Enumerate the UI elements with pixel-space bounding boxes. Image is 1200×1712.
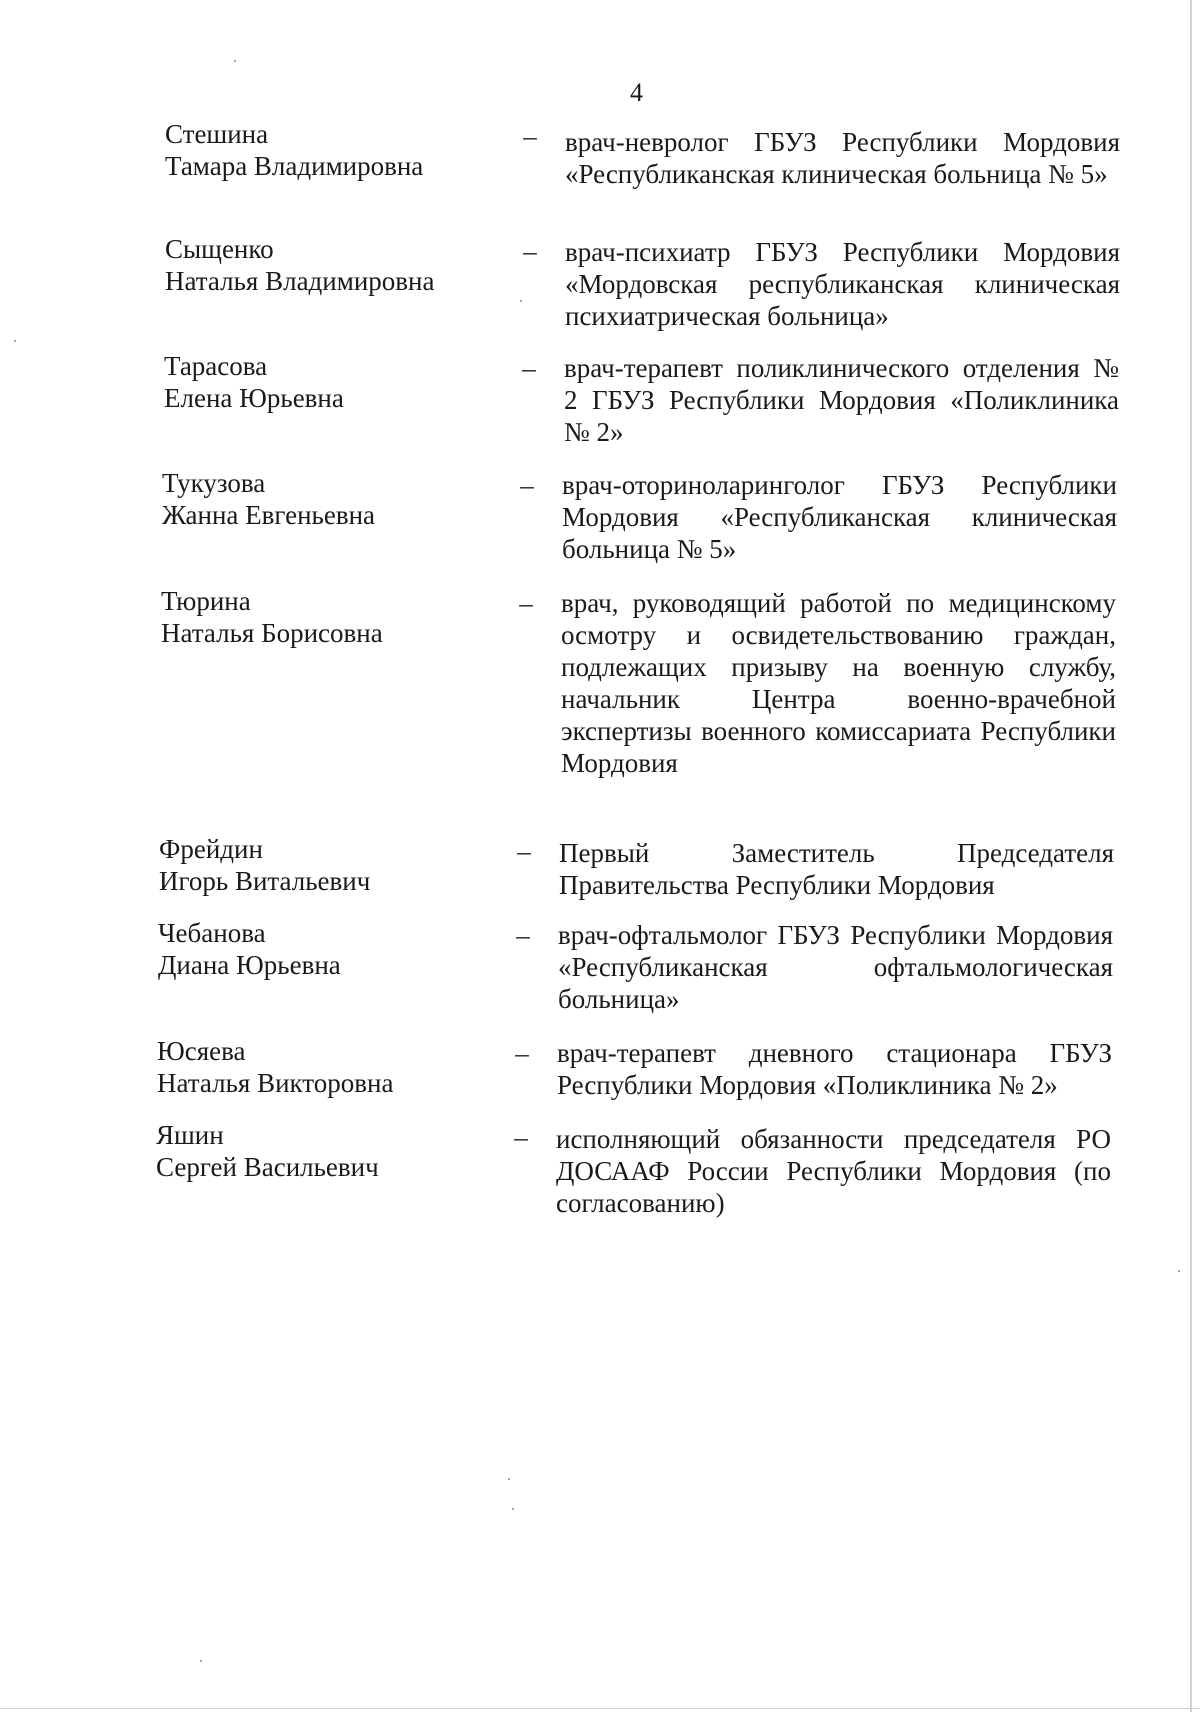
- list-item: [165, 118, 1200, 223]
- list-item: [159, 833, 1200, 917]
- member-given-names: Диана Юрьевна: [158, 950, 341, 980]
- member-given-names: Наталья Владимировна: [165, 266, 435, 296]
- separator-dash: –: [522, 353, 536, 383]
- list-item: [161, 585, 1200, 833]
- member-name: [164, 350, 494, 414]
- member-surname: Сыщенко: [165, 234, 274, 264]
- member-position: врач-оториноларинголог ГБУЗ Республики Мордовия «Республиканская клиническая больница № 5»: [562, 470, 1117, 564]
- member-name: [162, 467, 492, 531]
- member-given-names: Игорь Витальевич: [159, 866, 371, 896]
- member-position: Первый Заместитель Председателя Правительства Республики Мордовия: [559, 838, 1114, 900]
- scan-speck: [1178, 1270, 1180, 1272]
- member-surname: Тюрина: [161, 586, 251, 616]
- member-given-names: Наталья Викторовна: [157, 1068, 394, 1098]
- separator-dash: –: [514, 1122, 528, 1152]
- separator-dash: –: [515, 1038, 529, 1068]
- scan-speck: [234, 60, 236, 62]
- separator-dash: –: [516, 920, 530, 950]
- list-item: [156, 1119, 1200, 1229]
- scan-speck: [14, 340, 16, 342]
- separator-dash: –: [519, 588, 533, 618]
- member-given-names: Наталья Борисовна: [161, 618, 383, 648]
- member-surname: Тарасова: [164, 351, 268, 381]
- separator-dash: –: [520, 470, 534, 500]
- scan-speck: [512, 1508, 514, 1510]
- member-name: [165, 233, 495, 297]
- member-given-names: Тамара Владимировна: [165, 151, 424, 181]
- member-name: [157, 1035, 487, 1099]
- scan-speck: [520, 300, 522, 302]
- member-surname: Стешина: [165, 119, 269, 149]
- member-position: врач-терапевт поликлинического отделения № 2 ГБУЗ Республики Мордовия «Поликлиника № 2»: [564, 353, 1119, 447]
- separator-dash: –: [517, 836, 531, 866]
- member-surname: Яшин: [156, 1120, 224, 1150]
- member-surname: Тукузова: [162, 468, 266, 498]
- page-number: 4: [630, 78, 643, 107]
- list-item: [165, 233, 1200, 350]
- scan-edge-line: [0, 1708, 1200, 1709]
- member-name: [161, 585, 491, 649]
- separator-dash: –: [523, 236, 537, 266]
- member-surname: Юсяева: [157, 1036, 246, 1066]
- member-position: врач-психиатр ГБУЗ Республики Мордовия «Мордовская республиканская клиническая психиатрическая больница»: [565, 237, 1120, 331]
- member-name: [158, 917, 488, 981]
- member-surname: Фрейдин: [159, 834, 263, 864]
- list-item: [158, 917, 1200, 1035]
- list-item: [157, 1035, 1200, 1119]
- member-list: [0, 118, 1200, 1229]
- member-position: врач, руководящий работой по медицинскому осмотру и освидетельствованию граждан, подлежащих призыву на военную службу, начальник Центра военно-врачебной экспертизы военного комиссариата Республики Мордовия: [561, 588, 1116, 778]
- member-position: врач-офтальмолог ГБУЗ Республики Мордовия «Республиканская офтальмологическая больница»: [558, 920, 1113, 1014]
- member-given-names: Жанна Евгеньевна: [162, 500, 376, 530]
- scan-speck: [200, 1660, 202, 1662]
- member-given-names: Сергей Васильевич: [156, 1152, 379, 1182]
- member-position: врач-терапевт дневного стационара ГБУЗ Республики Мордовия «Поликлиника № 2»: [557, 1038, 1112, 1100]
- list-item: [164, 350, 1200, 467]
- scan-speck: [508, 1478, 510, 1480]
- separator-dash: –: [523, 121, 537, 151]
- member-name: [156, 1119, 486, 1183]
- member-position: врач-невролог ГБУЗ Республики Мордовия «Республиканская клиническая больница № 5»: [565, 127, 1120, 189]
- list-item: [162, 467, 1200, 585]
- scan-edge-line: [1190, 0, 1192, 1712]
- member-name: [165, 118, 495, 182]
- member-position: исполняющий обязанности председателя РО ДОСААФ России Республики Мордовия (по согласованию): [556, 1124, 1111, 1218]
- member-name: [159, 833, 489, 897]
- member-given-names: Елена Юрьевна: [164, 383, 344, 413]
- member-surname: Чебанова: [158, 918, 266, 948]
